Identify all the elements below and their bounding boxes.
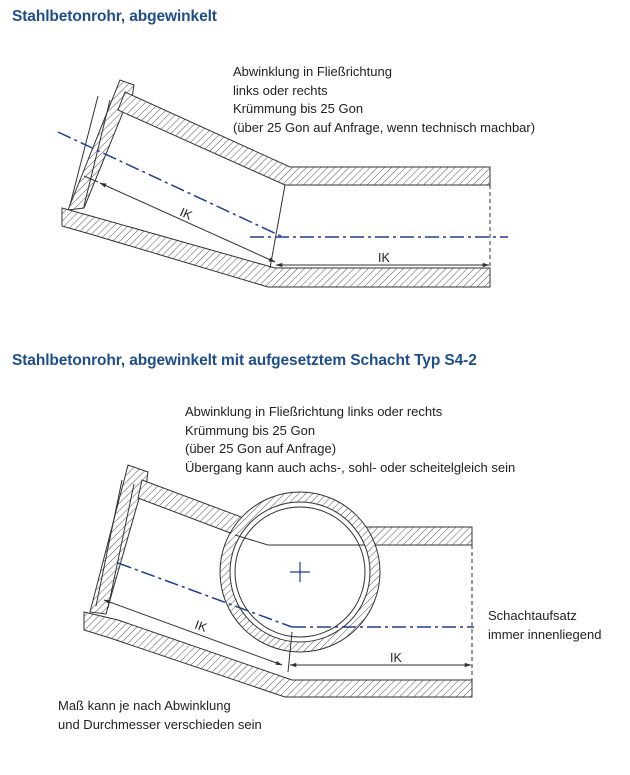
diagram2-title: Stahlbetonrohr, abgewinkelt mit aufgesetztem Schacht Typ S4-2 [12, 352, 477, 369]
pipe1-lower-wall [62, 208, 490, 287]
diagram1-note-line: (über 25 Gon auf Anfrage, wenn technisch machbar) [233, 119, 536, 135]
pipe-diagram-1 [58, 80, 508, 287]
pipe1-bend-joint [270, 185, 285, 268]
diagram2-note-line: Übergang kann auch achs-, sohl- oder scheitelgleich sein [185, 459, 516, 475]
diagram2-note-line: (über 25 Gon auf Anfrage) [185, 441, 337, 456]
pipe-diagram-2 [84, 465, 474, 697]
diagram1-note-line: links oder rechts [233, 82, 328, 98]
pipe2-dim-straight-label: IK [390, 651, 402, 665]
bottom-note-line: und Durchmesser verschieden sein [58, 716, 262, 732]
pipe1-upper-wall [118, 92, 490, 185]
pipe1-dim-angled-label: IK [177, 205, 195, 223]
pipe1-dim-straight-label: IK [378, 251, 390, 265]
diagram1-note-line: Abwinklung in Fließrichtung [233, 64, 392, 79]
diagram2-note-line: Krümmung bis 25 Gon [185, 422, 316, 438]
shaft-note-line: Schachtaufsatz [488, 608, 577, 623]
diagram1-note-line: Krümmung bis 25 Gon [233, 101, 364, 116]
bottom-note-line: Maß kann je nach Abwinklung [58, 698, 231, 713]
shaft-note-line: immer innenliegend [488, 626, 602, 642]
diagram2-note-line: Abwinklung in Fließrichtung links oder rechts [185, 404, 443, 419]
diagram1-title: Stahlbetonrohr, abgewinkelt [12, 8, 217, 25]
pipe2-dim-angled-label: IK [192, 617, 209, 635]
